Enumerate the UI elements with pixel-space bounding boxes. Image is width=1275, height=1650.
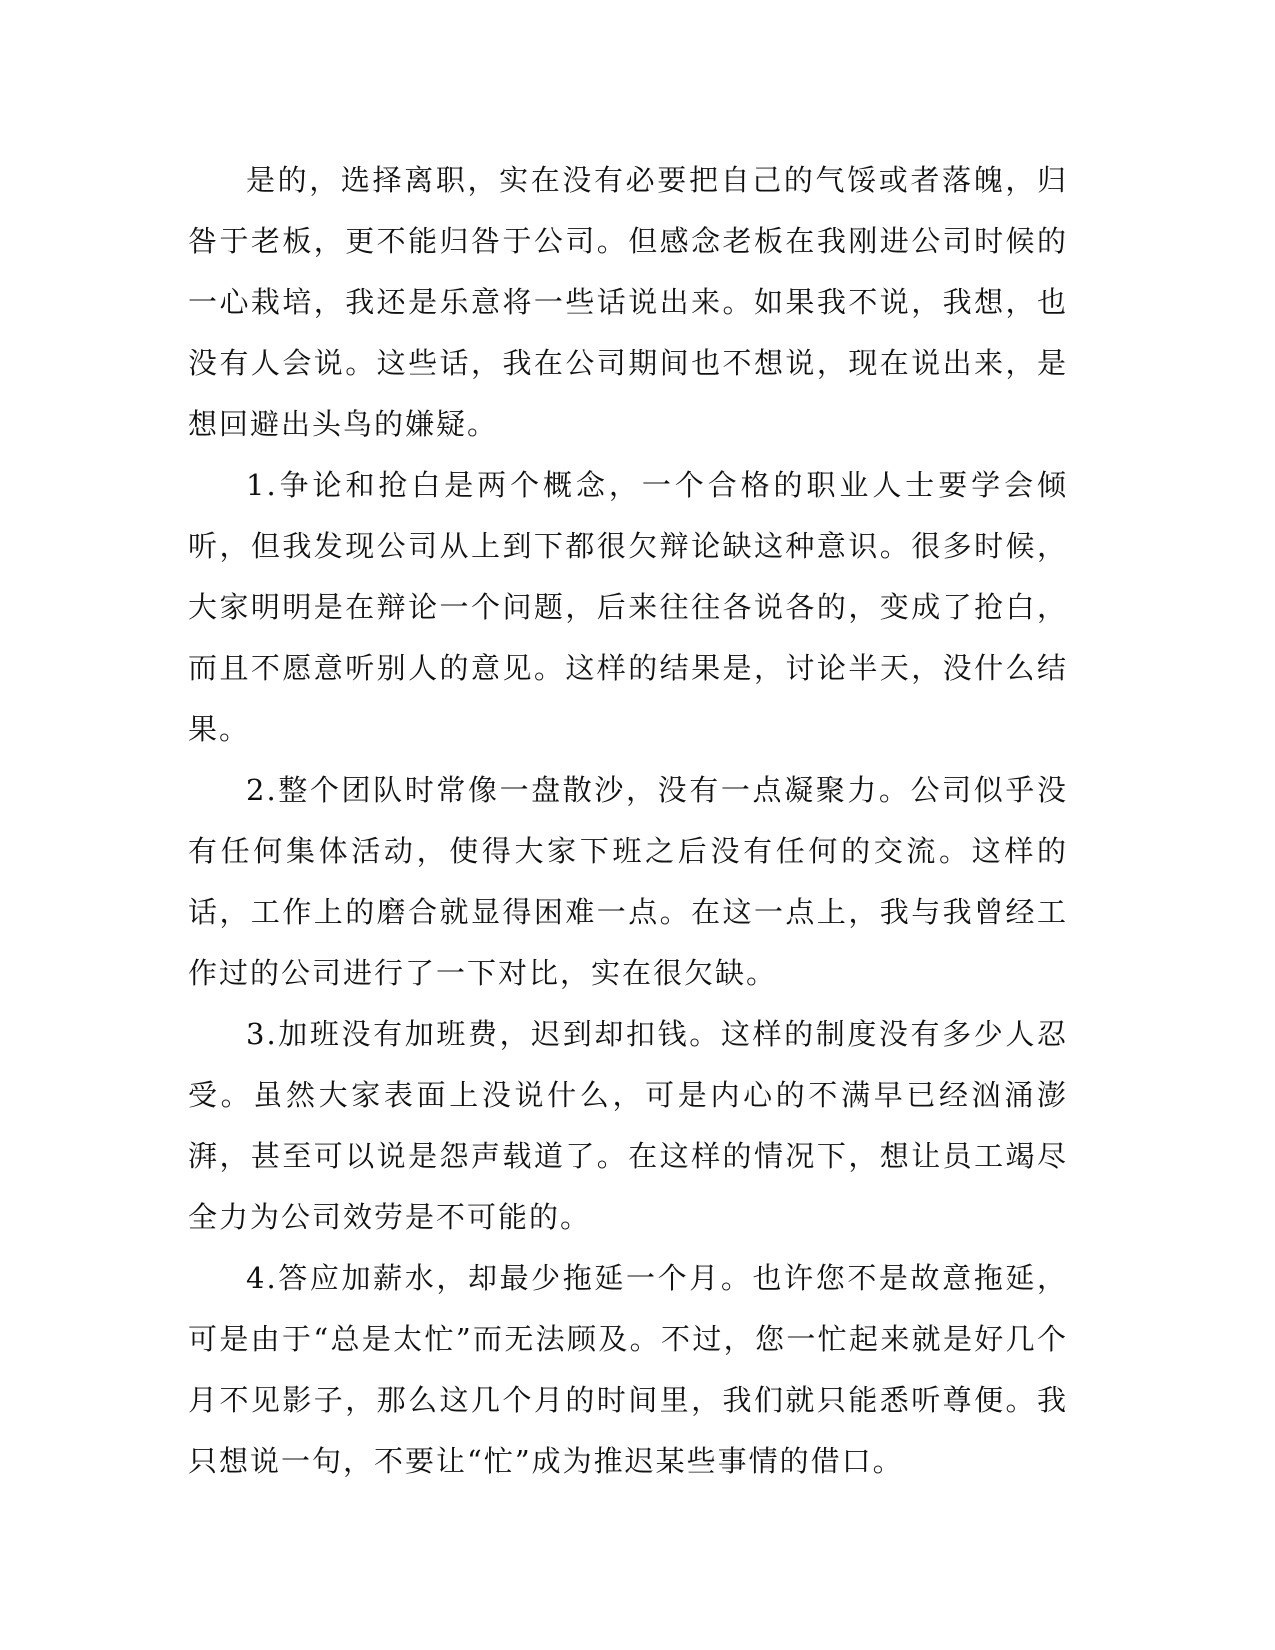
paragraph-intro: 是的，选择离职，实在没有必要把自己的气馁或者落魄，归咎于老板，更不能归咎于公司。但感念老板在我刚进公司时候的一心栽培，我还是乐意将一些话说出来。如果我不说，我想，也没有人会说。这些话，我在公司期间也不想说，现在说出来，是想回避出头鸟的嫌疑。	[188, 163, 1068, 441]
paragraph-point-1: 1.争论和抢白是两个概念，一个合格的职业人士要学会倾听，但我发现公司从上到下都很欠辩论缺这种意识。很多时候，大家明明是在辩论一个问题，后来往往各说各的，变成了抢白，而且不愿意听别人的意见。这样的结果是，讨论半天，没什么结果。	[188, 468, 1068, 746]
document-body	[188, 150, 1068, 1492]
paragraph-point-2: 2.整个团队时常像一盘散沙，没有一点凝聚力。公司似乎没有任何集体活动，使得大家下班之后没有任何的交流。这样的话，工作上的磨合就显得困难一点。在这一点上，我与我曾经工作过的公司进行了一下对比，实在很欠缺。	[188, 773, 1068, 990]
paragraph-point-3: 3.加班没有加班费，迟到却扣钱。这样的制度没有多少人忍受。虽然大家表面上没说什么，可是内心的不满早已经汹涌澎湃，甚至可以说是怨声载道了。在这样的情况下，想让员工竭尽全力为公司效劳是不可能的。	[188, 1017, 1068, 1234]
paragraph-point-4: 4.答应加薪水，却最少拖延一个月。也许您不是故意拖延，可是由于“总是太忙”而无法顾及。不过，您一忙起来就是好几个月不见影子，那么这几个月的时间里，我们就只能悉听尊便。我只想说一句，不要让“忙”成为推迟某些事情的借口。	[188, 1261, 1068, 1478]
